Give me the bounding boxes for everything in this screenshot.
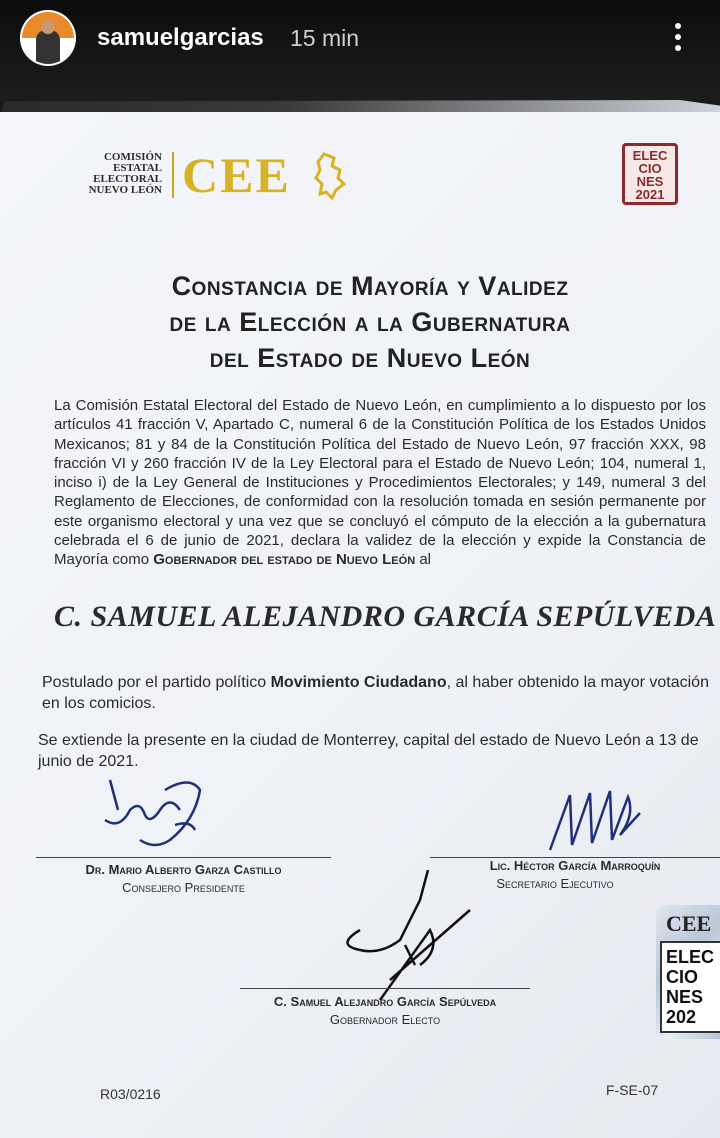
signer-role-1: Consejero Presidente <box>122 880 245 895</box>
hologram-seal: CEE ELEC CIO NES 202 <box>656 905 720 1039</box>
username[interactable]: samuelgarcias <box>97 24 264 51</box>
signature-president <box>100 770 220 860</box>
signer-name-3: C. Samuel Alejandro García Sepúlveda <box>273 994 497 1009</box>
signer-role-3: Gobernador Electo <box>329 1012 441 1027</box>
winner-name: C. SAMUEL ALEJANDRO GARCÍA SEPÚLVEDA <box>54 600 717 633</box>
cee-logo: CEE <box>182 147 291 203</box>
signature-line-3 <box>240 988 530 989</box>
document-body: La Comisión Estatal Electoral del Estado de Nuevo León, en cumplimiento a lo dispuesto por los artículos 41 fracción V, Apartado C, numeral 6 de la Constitución Política de los Estados Unidos Mexicanos; 81 y 84 de la Constitución Política del Estado de Nuevo León, 97 fracción XXX, 98 fracción VI y 260 fracción IV de la Ley Electoral para el Estado de Nuevo León; 104, numeral 1, inciso i) de la Ley General de Instituciones y Procedimientos Electorales; y 149, numeral 3 del Reglamento de Elecciones, de conformidad con la resolución tomada en sesión permanente por este organismo electoral y una vez que se concluyó el cómputo de la elección a la gubernatura celebrada el 6 de junio de 2021, declara la validez de la elección y expide la Constancia de Mayoría como Gobernador del estado de Nuevo León al <box>54 397 706 569</box>
signer-name-2: Lic. Héctor García Marroquín <box>489 858 661 873</box>
document-code-right: F-SE-07 <box>606 1082 659 1098</box>
party-paragraph: Postulado por el partido político Movimiento Ciudadano, al haber obtenido la mayor votación en los comicios. <box>42 674 709 712</box>
cee-logo-text: COMISIÓN ESTATAL ELECTORAL NUEVO LEÓN <box>88 151 162 196</box>
story-header <box>0 0 720 100</box>
avatar[interactable] <box>22 12 74 64</box>
post-time: 15 min <box>290 25 360 51</box>
logo-divider <box>172 152 174 198</box>
nuevo-leon-map-icon <box>312 152 346 200</box>
issue-paragraph: Se extiende la presente en la ciudad de Monterrey, capital del estado de Nuevo León a 13 de junio de 2021. <box>38 732 699 770</box>
signature-line-1 <box>36 857 331 858</box>
more-options-icon[interactable] <box>668 20 688 56</box>
signature-secretary <box>540 785 650 865</box>
signer-name-1: Dr. Mario Alberto Garza Castillo <box>85 862 282 877</box>
elecciones-2021-badge: ELEC CIO NES 2021 <box>622 143 678 205</box>
signer-role-2: Secretario Ejecutivo <box>496 876 614 891</box>
signature-governor <box>320 870 480 1010</box>
document-title: Constancia de Mayoría y Validez de la Elección a la Gubernatura del Estado de Nuevo León <box>169 271 571 373</box>
document-code-left: R03/0216 <box>100 1086 161 1102</box>
